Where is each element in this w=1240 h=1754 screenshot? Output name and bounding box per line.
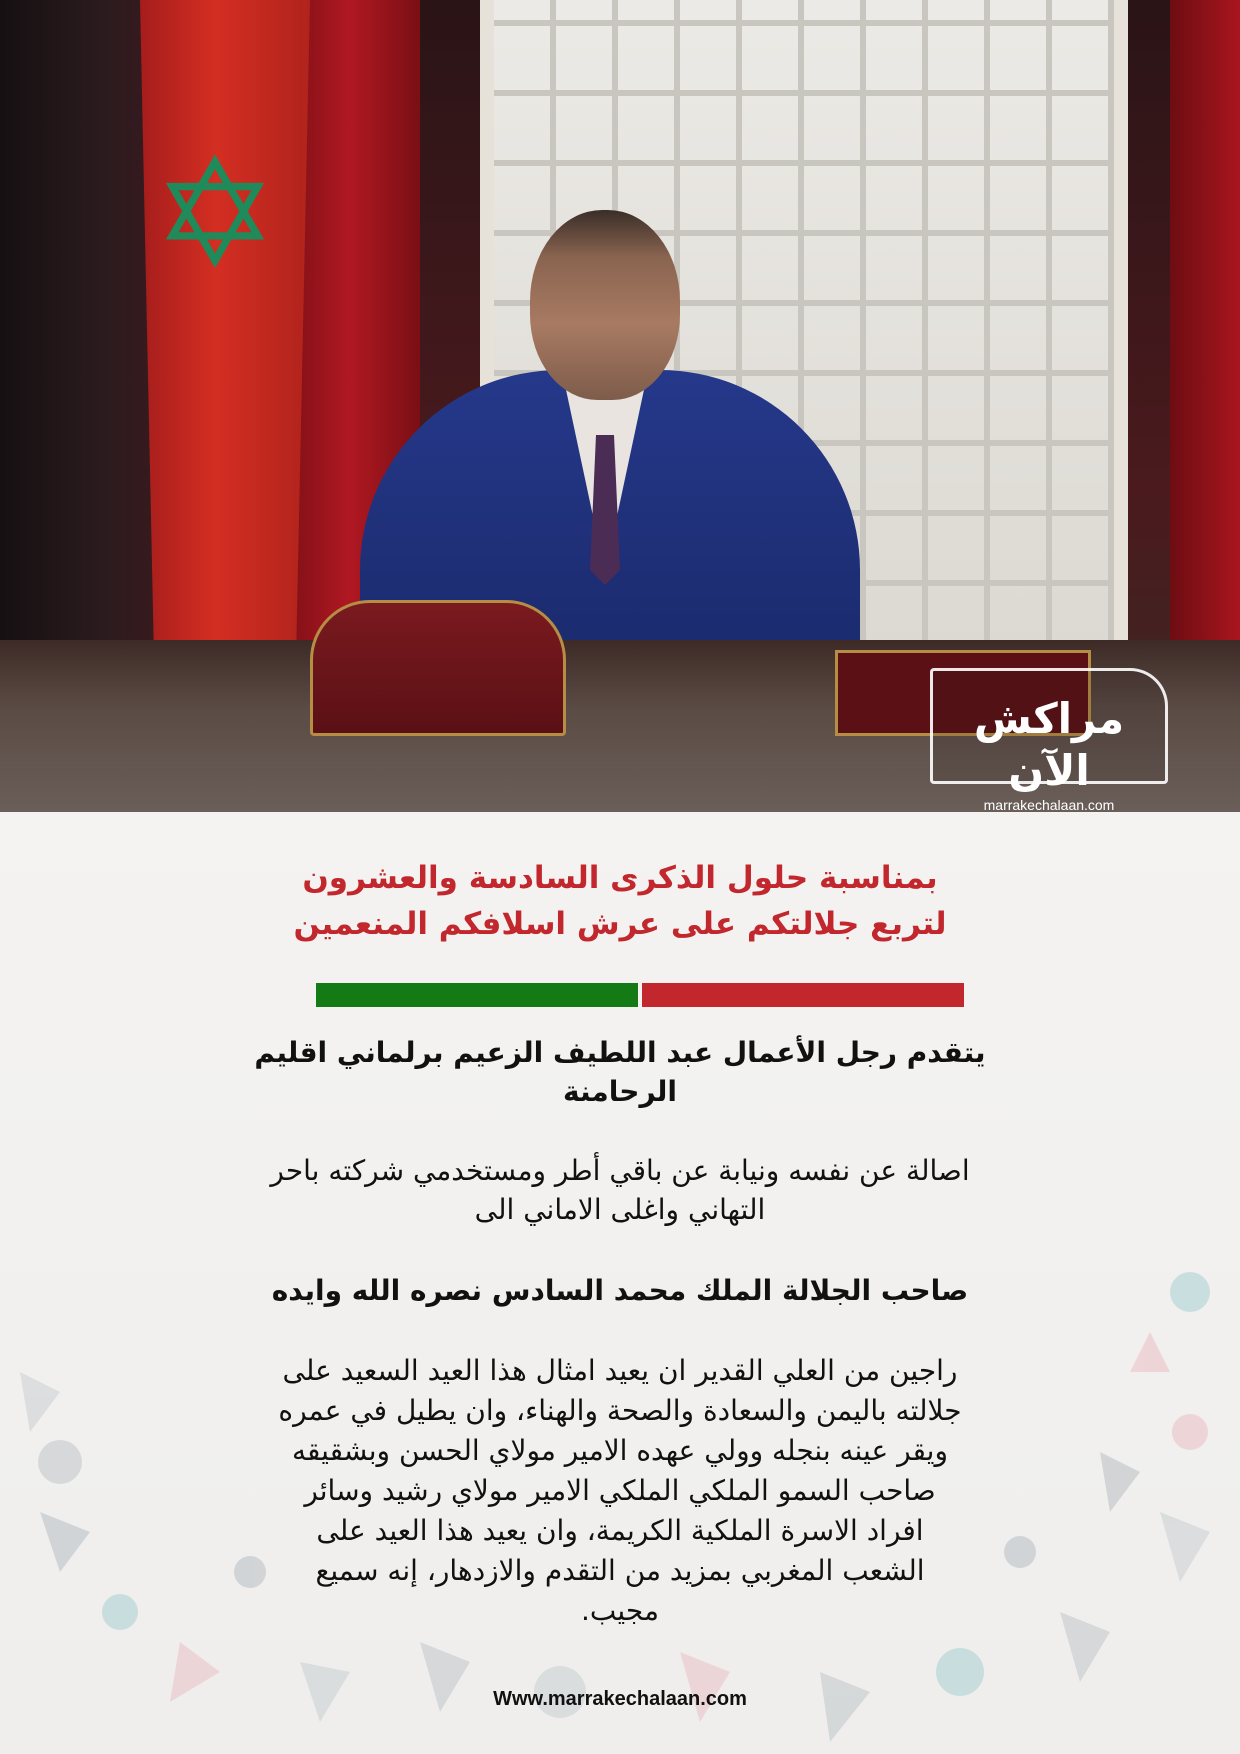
site-logo [930, 668, 1168, 812]
portrait-figure [360, 210, 880, 640]
head [530, 210, 680, 400]
logo-arabic-text: مراكش الآن [973, 694, 1125, 795]
intro-line-2: الرحامنة [563, 1075, 677, 1108]
wishes-line-4: صاحب السمو الملكي الملكي الامير مولاي رشيد وسائر [304, 1474, 936, 1507]
wishes-line-2: جلالته باليمن والسعادة والصحة والهناء، وان يطيل في عمره [278, 1394, 962, 1427]
greeting-paragraph [120, 1151, 1120, 1229]
wishes-line-6: الشعب المغربي بمزيد من التقدم والازدهار، إنه سميع [315, 1554, 925, 1587]
wishes-paragraph [120, 1351, 1120, 1631]
title-line-1: بمناسبة حلول الذكرى السادسة والعشرون [302, 860, 938, 896]
title-line-2: لتربع جلالتكم على عرش اسلافكم المنعمين [293, 906, 947, 942]
website-link[interactable]: Www.marrakechalaan.com [493, 1688, 747, 1710]
logo-domain-text: marrakechalaan.com [983, 797, 1115, 812]
wishes-line-5: افراد الاسرة الملكية الكريمة، وان يعيد هذا العيد على [316, 1514, 924, 1547]
flag-color-bar [316, 983, 964, 1007]
wishes-line-1: راجين من العلي القدير ان يعيد امثال هذا العيد السعيد على [282, 1354, 958, 1387]
wishes-line-3: ويقر عينه بنجله وولي عهده الامير مولاي الحسن وبشقيقه [292, 1434, 948, 1467]
intro-line-1: يتقدم رجل الأعمال عبد اللطيف الزعيم برلماني اقليم [254, 1036, 986, 1069]
addressee-line: صاحب الجلالة الملك محمد السادس نصره الله وايده [271, 1274, 969, 1307]
hero-photo [0, 0, 1240, 812]
page-title [120, 855, 1120, 947]
greeting-line-2: التهاني واغلى الاماني الى [474, 1193, 766, 1226]
sender-intro [140, 1033, 1100, 1111]
desk-ornament-box [310, 600, 566, 736]
wishes-line-7: مجيب. [581, 1594, 659, 1627]
greeting-line-1: اصالة عن نفسه ونيابة عن باقي أطر ومستخدمي شركته باحر [270, 1154, 970, 1187]
moroccan-flag [140, 0, 310, 640]
star-icon: ✡ [152, 128, 278, 302]
flag-bar-red [642, 983, 964, 1007]
flag-bar-green [316, 983, 638, 1007]
